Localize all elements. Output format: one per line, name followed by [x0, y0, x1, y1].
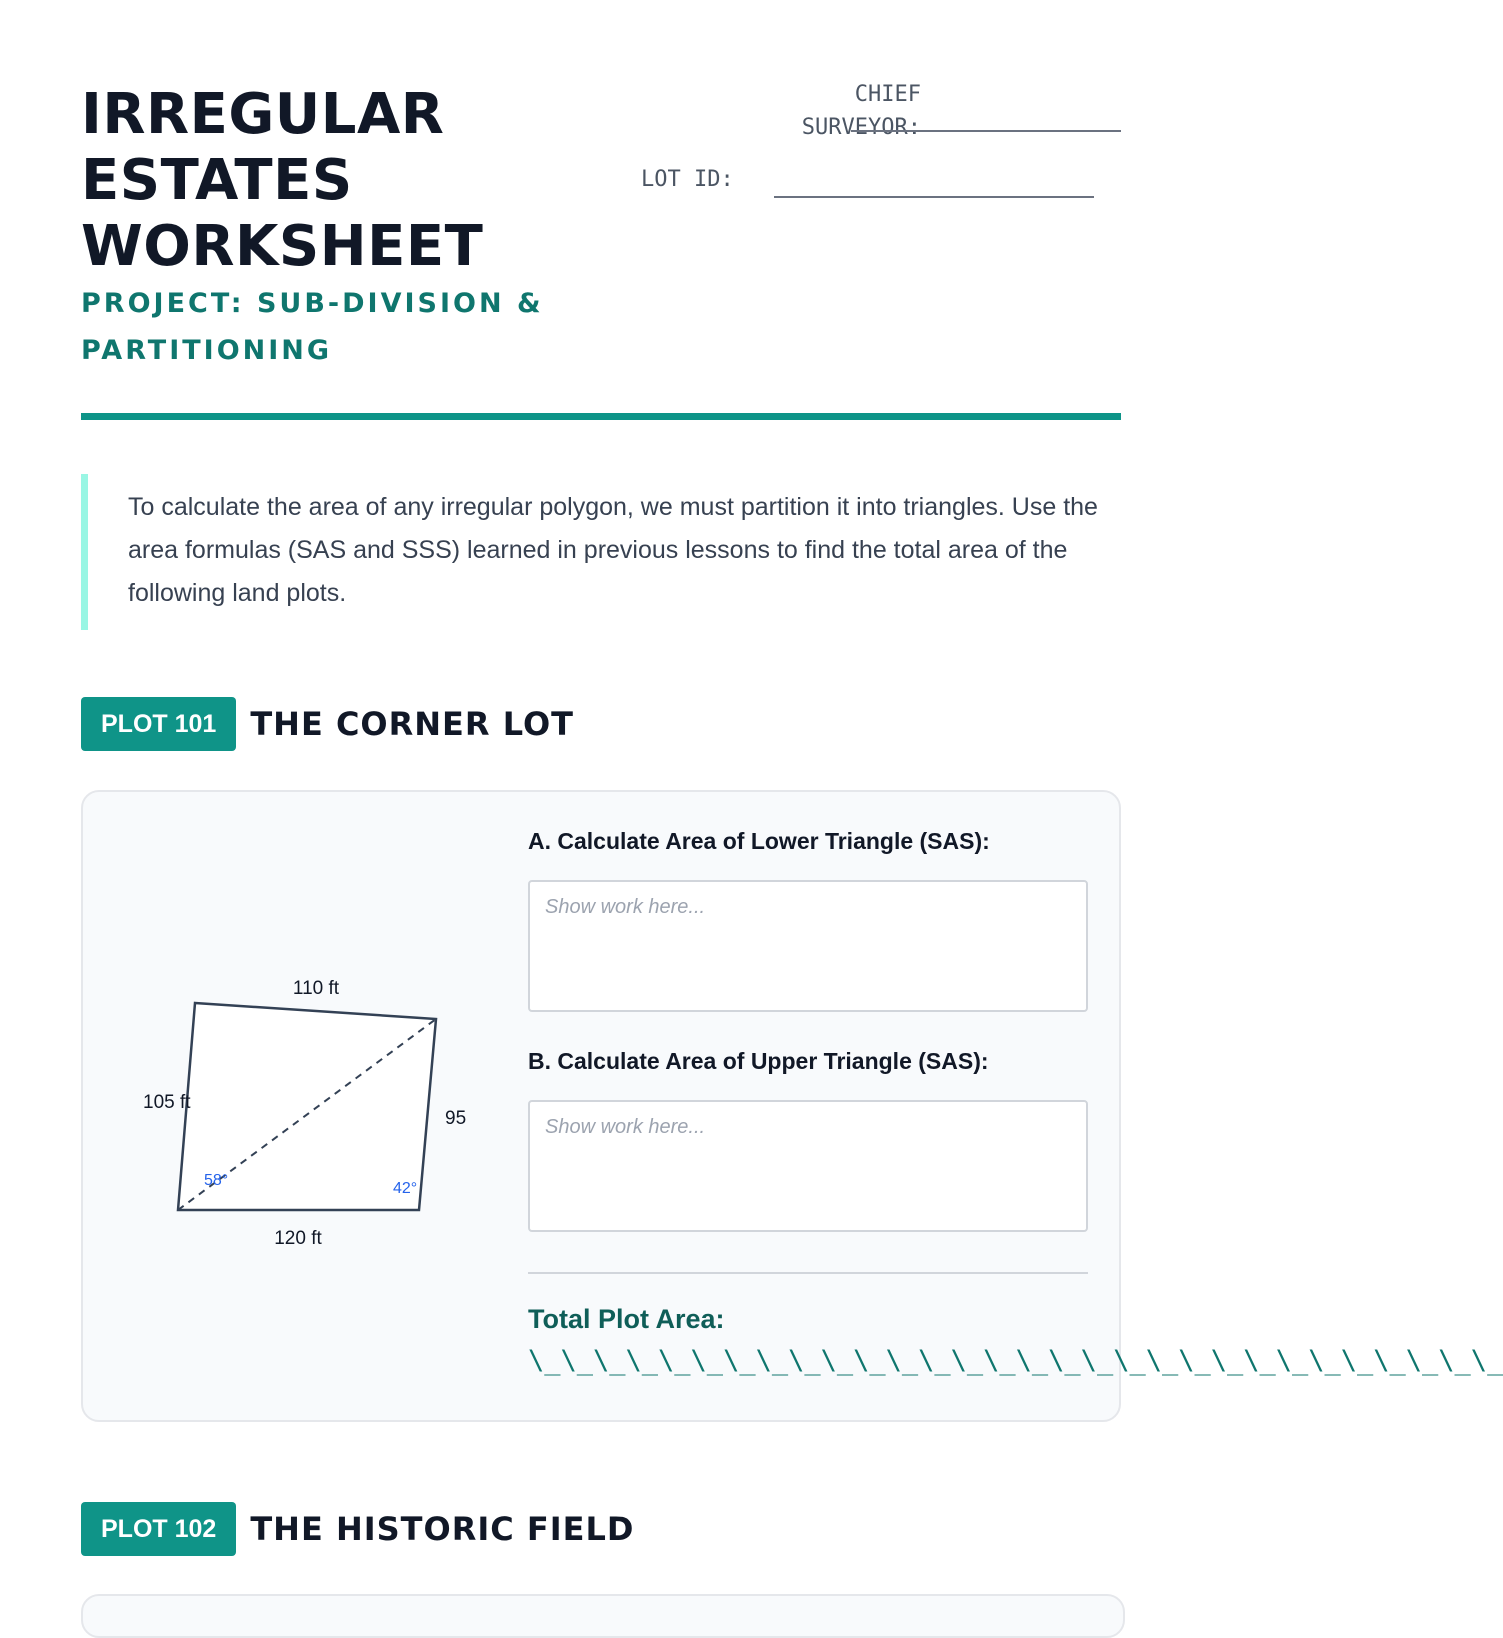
question-b-label: B. Calculate Area of Upper Triangle (SAS):: [528, 1048, 989, 1074]
intro-callout: [81, 474, 1121, 630]
top-side-label: 110 ft: [292, 978, 340, 999]
intro-text: To calculate the area of any irregular polygon, we must partition it into triangles. Use the area formulas (SAS and SSS) learned in previous lessons to find the total area of the following land plots.: [128, 493, 1098, 607]
plot-101-diagram: [123, 978, 493, 1272]
left-angle-label: 58°: [204, 1172, 229, 1189]
plot-101-badge: PLOT 101: [81, 697, 236, 751]
total-area-label: Total Plot Area:: [528, 1304, 725, 1334]
chief-surveyor-label-line-2: SURVEYOR:: [801, 115, 921, 140]
question-b-answer-box[interactable]: [528, 1100, 1088, 1232]
total-divider: [528, 1272, 1088, 1274]
plot-102-badge: PLOT 102: [81, 1502, 236, 1556]
question-a-placeholder: Show work here...: [545, 896, 706, 918]
left-side-label: 105 ft: [143, 1092, 191, 1113]
lot-id-field[interactable]: [774, 196, 1094, 198]
title-line-3: WORKSHEET: [81, 214, 484, 279]
project-subtitle: PROJECT: SUB-DIVISION & PARTITIONING: [81, 288, 544, 366]
plot-101-card: [81, 790, 1503, 1422]
question-a-answer-box[interactable]: [528, 880, 1088, 1012]
lot-id-label: LOT ID:: [641, 167, 734, 192]
chief-surveyor-label-line-1: CHIEF: [854, 82, 921, 107]
plot-101-title: THE CORNER LOT: [250, 705, 574, 743]
question-b-placeholder: Show work here...: [545, 1116, 706, 1138]
question-a-label: A. Calculate Area of Lower Triangle (SAS):: [528, 828, 990, 854]
plot-102-card: [81, 1594, 1125, 1638]
header-divider: [81, 413, 1121, 420]
chief-surveyor-field[interactable]: [851, 130, 1121, 132]
plot-102-header: [81, 1502, 634, 1556]
right-side-label: 95: [445, 1108, 467, 1129]
title-line-2: ESTATES: [81, 148, 353, 213]
bottom-side-label: 120 ft: [274, 1228, 322, 1249]
plot-101-header: [81, 697, 574, 751]
worksheet-title: [81, 82, 641, 280]
total-area-answer-line[interactable]: \_\_\_\_\_\_\_\_\_\_\_\_\_\_\_\_\_\_\_\_\_\_\_\_\_\_\_\_\_\_: [528, 1345, 1503, 1376]
right-angle-label: 42°: [393, 1180, 418, 1197]
plot-102-title: THE HISTORIC FIELD: [250, 1510, 635, 1548]
title-line-1: IRREGULAR: [81, 82, 445, 147]
